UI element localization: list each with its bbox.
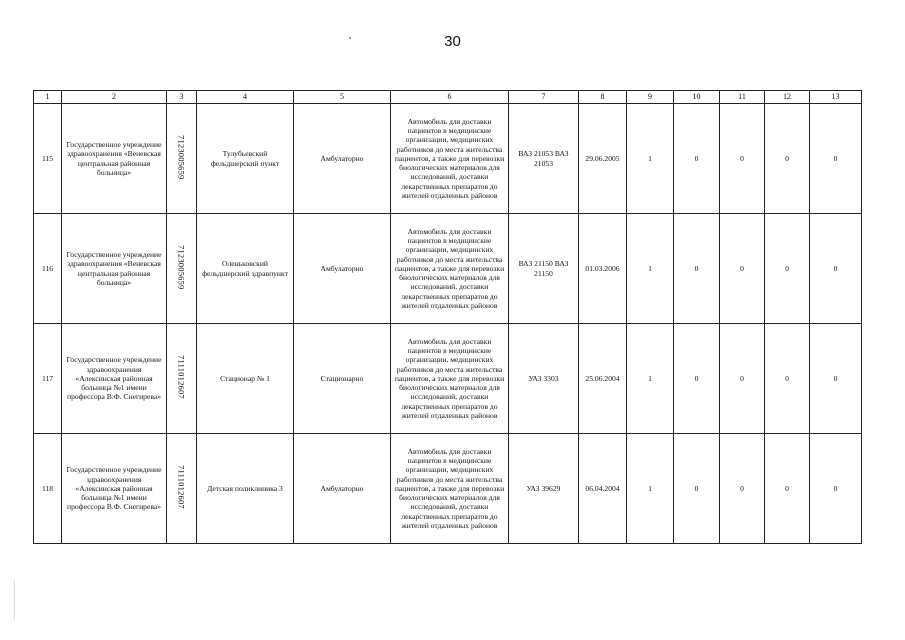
column-number-row [34, 91, 862, 104]
organization-name: Государственное учреждение здравоохранения «Алексинская районная больница №1 имени профессора В.Ф. Снегирева» [62, 434, 167, 544]
table-row [34, 324, 862, 434]
unit-name: Стационар № 1 [197, 324, 294, 434]
registration-date: 25.06.2004 [579, 324, 627, 434]
care-type: Амбулаторно [294, 214, 391, 324]
column-header: 10 [674, 91, 720, 104]
table-row [34, 104, 862, 214]
scan-speck [349, 37, 351, 39]
column-header: 13 [810, 91, 862, 104]
organization-name: Государственное учреждение здравоохранения «Алексинская районная больница №1 имени профессора В.Ф. Снегирева» [62, 324, 167, 434]
column-header: 11 [720, 91, 765, 104]
vehicle-purpose: Автомобиль для доставки пациентов в медицинские организации, медицинских работников до места жительства пациентов, а также для перевозки биологических материалов для исследований, доставки лекарственных препаратов до жителей отдаленных районов [391, 104, 509, 214]
count-col-10: 0 [674, 324, 720, 434]
column-header: 5 [294, 91, 391, 104]
row-number: 117 [34, 324, 62, 434]
row-number: 118 [34, 434, 62, 544]
registration-date: 06.04.2004 [579, 434, 627, 544]
column-header: 9 [627, 91, 674, 104]
unit-name: Оленьковский фельдшерский здравпункт [197, 214, 294, 324]
unit-name: Детская поликлиника 3 [197, 434, 294, 544]
registration-date: 01.03.2006 [579, 214, 627, 324]
column-header: 8 [579, 91, 627, 104]
organization-code-cell [167, 324, 197, 434]
count-col-12: 0 [765, 434, 810, 544]
count-col-12: 0 [765, 214, 810, 324]
vehicle-purpose: Автомобиль для доставки пациентов в медицинские организации, медицинских работников до места жительства пациентов, а также для перевозки биологических материалов для исследований, доставки лекарственных препаратов до жителей отдаленных районов [391, 214, 509, 324]
column-header: 2 [62, 91, 167, 104]
count-col-9: 1 [627, 324, 674, 434]
column-header: 12 [765, 91, 810, 104]
organization-code: 7123005659 [176, 135, 187, 180]
vehicle-purpose: Автомобиль для доставки пациентов в медицинские организации, медицинских работников до места жительства пациентов, а также для перевозки биологических материалов для исследований, доставки лекарственных препаратов до жителей отдаленных районов [391, 434, 509, 544]
care-type: Стационарно [294, 324, 391, 434]
organization-code-cell [167, 434, 197, 544]
count-col-11: 0 [720, 214, 765, 324]
count-col-13: 0 [810, 324, 862, 434]
count-col-11: 0 [720, 324, 765, 434]
organization-code: 7123005659 [176, 245, 187, 290]
count-col-10: 0 [674, 104, 720, 214]
column-header: 4 [197, 91, 294, 104]
row-number: 115 [34, 104, 62, 214]
organization-code: 7111012607 [176, 355, 187, 400]
organization-code-cell [167, 214, 197, 324]
organization-code: 7111012607 [176, 465, 187, 510]
organization-name: Государственное учреждение здравоохранения «Веневская центральная районная больница» [62, 214, 167, 324]
care-type: Амбулаторно [294, 434, 391, 544]
count-col-9: 1 [627, 104, 674, 214]
count-col-11: 0 [720, 434, 765, 544]
organization-code-cell [167, 104, 197, 214]
care-type: Амбулаторно [294, 104, 391, 214]
registration-date: 29.06.2005 [579, 104, 627, 214]
organization-name: Государственное учреждение здравоохранения «Веневская центральная районная больница» [62, 104, 167, 214]
table-row [34, 214, 862, 324]
count-col-9: 1 [627, 214, 674, 324]
scan-speck [14, 580, 15, 620]
row-number: 116 [34, 214, 62, 324]
count-col-13: 0 [810, 434, 862, 544]
count-col-9: 1 [627, 434, 674, 544]
count-col-13: 0 [810, 214, 862, 324]
count-col-12: 0 [765, 324, 810, 434]
count-col-12: 0 [765, 104, 810, 214]
vehicle-purpose: Автомобиль для доставки пациентов в медицинские организации, медицинских работников до места жительства пациентов, а также для перевозки биологических материалов для исследований, доставки лекарственных препаратов до жителей отдаленных районов [391, 324, 509, 434]
column-header: 1 [34, 91, 62, 104]
count-col-11: 0 [720, 104, 765, 214]
unit-name: Тулубьевский фельдшерский пункт [197, 104, 294, 214]
vehicle-model: УАЗ 3303 [509, 324, 579, 434]
vehicle-model: ВАЗ 21053 ВАЗ 21053 [509, 104, 579, 214]
page-number: 30 [444, 33, 461, 50]
count-col-13: 0 [810, 104, 862, 214]
vehicle-model: УАЗ 39629 [509, 434, 579, 544]
column-header: 6 [391, 91, 509, 104]
count-col-10: 0 [674, 214, 720, 324]
vehicle-model: ВАЗ 21150 ВАЗ 21150 [509, 214, 579, 324]
column-header: 7 [509, 91, 579, 104]
table-row [34, 434, 862, 544]
count-col-10: 0 [674, 434, 720, 544]
column-header: 3 [167, 91, 197, 104]
vehicle-registry-table [33, 90, 862, 544]
